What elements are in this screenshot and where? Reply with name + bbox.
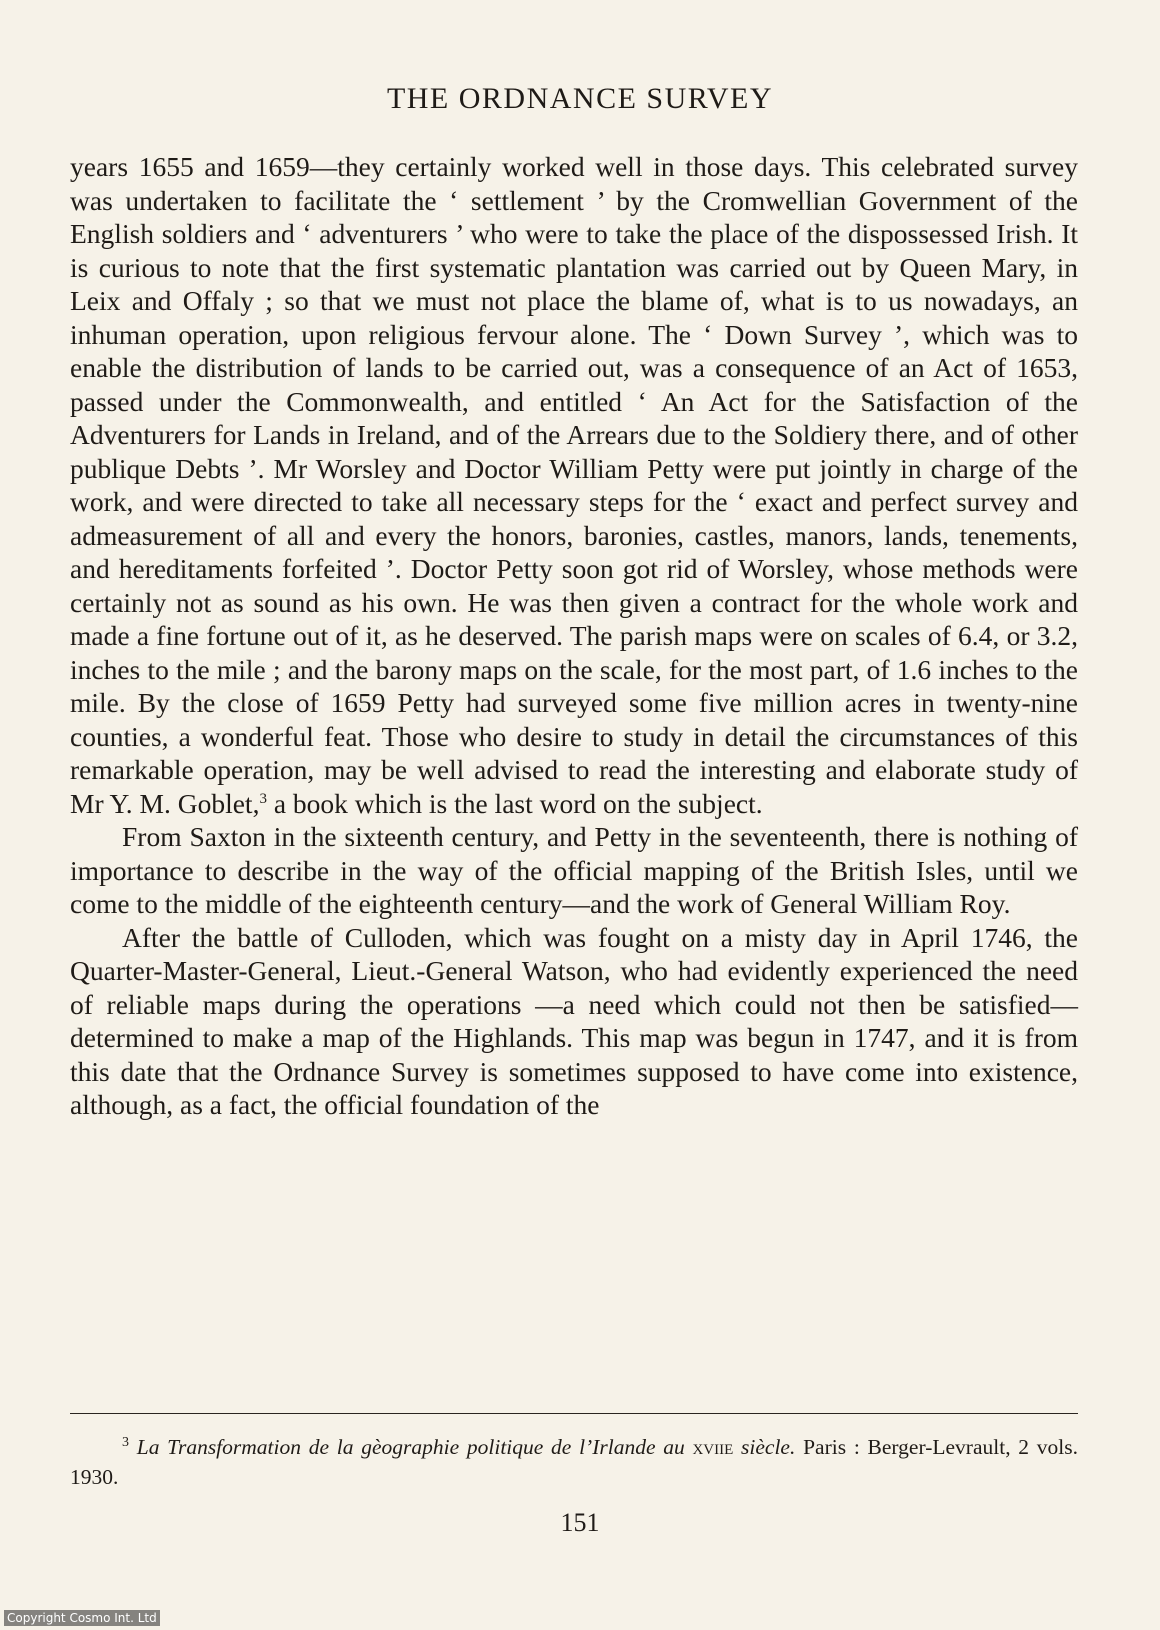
footnote-title	[137, 1435, 796, 1459]
body-text	[70, 150, 1078, 1122]
footnote-reference: 3	[259, 790, 267, 807]
footnote-rule	[70, 1413, 1078, 1414]
footnote	[70, 1432, 1078, 1492]
footnote-century: xviie	[692, 1435, 734, 1459]
paragraph-3: After the battle of Culloden, which was fought on a misty day in April 1746, the Quarter-Master-General, Lieut.-General Watson, who had evidently experienced the need of reliable maps during the operations —a need which could not then be satisfied—determined to make a map of the Highlands. This map was begun in 1747, and it is from this date that the Ordnance Survey is sometimes supposed to have come into existence, although, as a fact, the official foundation of the	[70, 921, 1078, 1120]
paragraph-2: From Saxton in the sixteenth century, and Petty in the seventeenth, there is nothing of importance to describe in the way of the official mapping of the British Isles, until we come to the middle of the eighteenth century—and the work of General William Roy.	[70, 821, 1078, 919]
footnote-title-part1: La Transformation de la gèographie politique de l’Irlande au	[136, 1435, 693, 1459]
footnote-publisher: Paris : Berger-Levrault, 2 vols. 1930.	[70, 1435, 1079, 1489]
footnote-marker: 3	[122, 1434, 129, 1450]
copyright-watermark: Copyright Cosmo Int. Ltd	[4, 1610, 160, 1626]
paragraph-1-end: a book which is the last word on the subject.	[266, 787, 763, 819]
footnote-title-part2: siècle.	[733, 1435, 796, 1459]
running-head: THE ORDNANCE SURVEY	[386, 82, 774, 115]
paragraph-1-text: years 1655 and 1659—they certainly worked well in those days. This celebrated survey was undertaken to facilitate the ‘ settlement ’ by the Cromwellian Government of the English soldiers and ‘ adventurers ’ who were to take the place of the dispossessed Irish. It is curious to note that the first systematic plantation was carried out by Queen Mary, in Leix and Offaly ; so that we must not place the blame of, what is to us nowadays, an inhuman operation, upon religious fervour alone. The ‘ Down Survey ’, which was to enable the distribution of lands to be carried out, was a consequence of an Act of 1653, passed under the Commonwealth, and entitled ‘ An Act for the Satisfaction of the Adventurers for Lands in Ireland, and of the Arrears due to the Soldiery there, and of other publique Debts ’. Mr Worsley and Doctor William Petty were put jointly in charge of the work, and were directed to take all necessary steps for the ‘ exact and perfect survey and admeasurement of all and every the honors, baronies, castles, manors, lands, tenements, and hereditaments forfeited ’. Doctor Petty soon got rid of Worsley, whose methods were certainly not as sound as his own. He was then given a contract for the whole work and made a fine fortune out of it, as he deserved. The parish maps were on scales of 6.4, or 3.2, inches to the mile ; and the barony maps on the scale, for the most part, of 1.6 inches to the mile. By the close of 1659 Petty had surveyed some five million acres in twenty-nine counties, a wonderful feat. Those who desire to study in detail the circumstances of this remarkable operation, may be well advised to read the interesting and elaborate study of Mr Y. M. Goblet,	[70, 151, 1078, 819]
page-number: 151	[560, 1508, 600, 1537]
paragraph-1	[70, 150, 1078, 820]
